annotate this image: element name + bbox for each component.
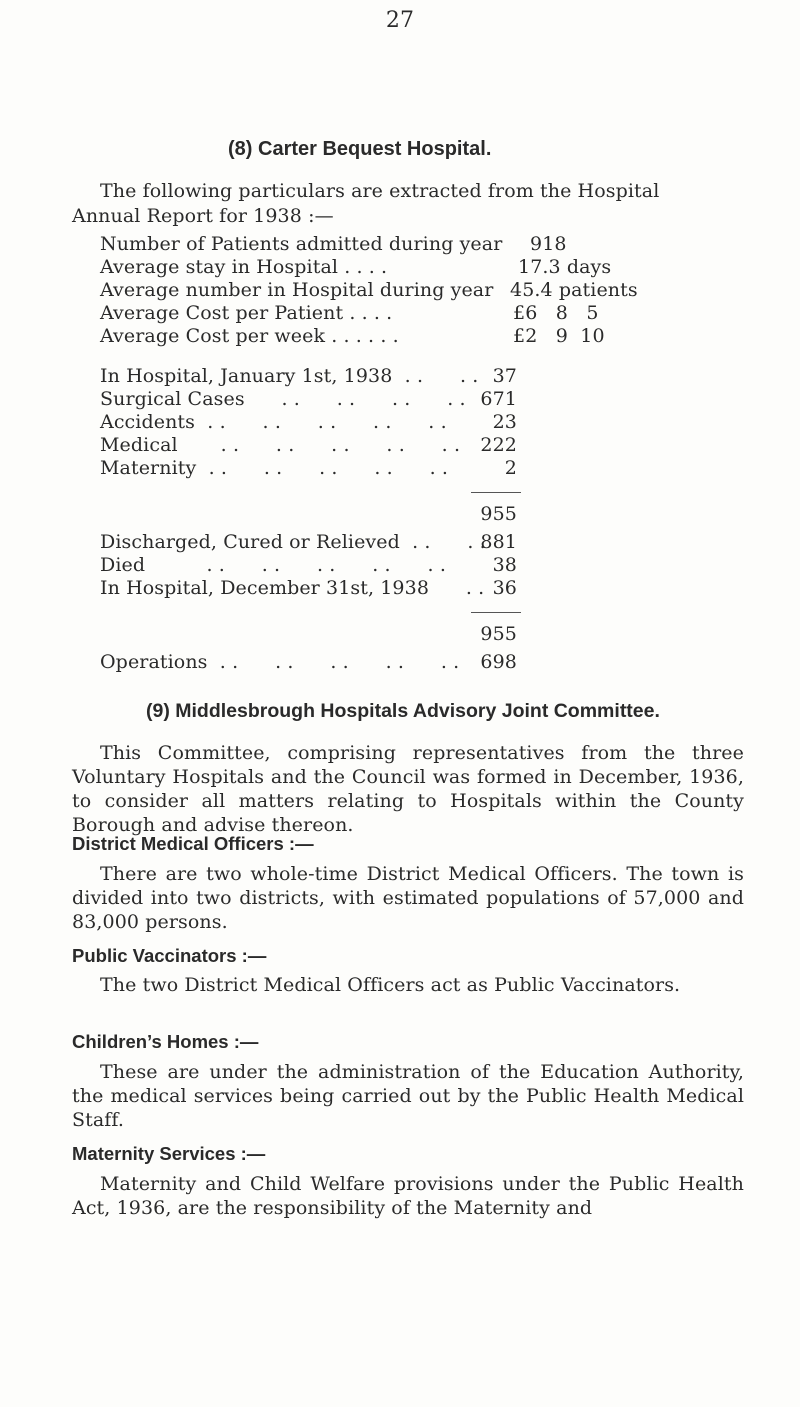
discharge-label: Died . . . . . . . . . . [100, 554, 446, 576]
intro-line-1: The following particulars are extracted from the Hospital [100, 180, 660, 202]
admission-label: In Hospital, January 1st, 1938 . . . . [100, 365, 479, 387]
admission-row [100, 456, 740, 480]
discharge-row [100, 576, 740, 600]
admission-row [100, 433, 740, 457]
admissions-total-row [100, 502, 740, 526]
public-vaccinators-heading: Public Vaccinators :— [72, 945, 267, 966]
stat-label: Average number in Hospital during year [100, 279, 494, 301]
stat-value: 45.4 patients [510, 279, 638, 301]
page-number: 27 [385, 8, 415, 33]
district-medical-officers-paragraph: There are two whole-time District Medical Officers. The town is divided into two districts, with estimated populations of 57,000 and 83,000 persons. [72, 863, 744, 933]
admission-label: Maternity . . . . . . . . . . [100, 457, 449, 479]
stat-row [100, 324, 740, 348]
stat-row [100, 278, 740, 302]
admission-value: 2 [504, 457, 517, 479]
operations-row [100, 650, 740, 674]
intro-line-2: Annual Report for 1938 :— [72, 205, 334, 227]
discharge-value: 881 [480, 531, 517, 553]
operations-label: Operations . . . . . . . . . . [100, 651, 460, 673]
stat-label: Average Cost per week . . . . . . [100, 325, 399, 347]
admission-row [100, 364, 740, 388]
section-9-heading: (9) Middlesbrough Hospitals Advisory Joint Committee. [146, 700, 660, 722]
total-rule [471, 492, 521, 493]
stat-value: £2 9 10 [513, 325, 605, 347]
stat-row [100, 255, 740, 279]
district-medical-officers-heading: District Medical Officers :— [72, 833, 314, 854]
stat-label: Number of Patients admitted during year [100, 233, 503, 255]
discharge-row [100, 553, 740, 577]
admission-value: 23 [492, 411, 517, 433]
stat-value: 17.3 days [518, 256, 612, 278]
total-rule [471, 612, 521, 613]
section-9-paragraph: This Committee, comprising representatives from the three Voluntary Hospitals and the Council was formed in December, 1936, to consider all matters relating to Hospitals within the County Borough and advise thereon. [72, 742, 744, 836]
childrens-homes-paragraph: These are under the administration of the Education Authority, the medical services being carried out by the Public Health Medical Staff. [72, 1061, 744, 1131]
discharge-value: 38 [492, 554, 517, 576]
stat-row [100, 301, 740, 325]
admission-value: 222 [480, 434, 517, 456]
stat-value: £6 8 5 [513, 302, 599, 324]
admission-row [100, 410, 740, 434]
discharges-total-row [100, 622, 740, 646]
discharge-row [100, 530, 740, 554]
admission-value: 37 [492, 365, 517, 387]
admissions-total: 955 [480, 503, 517, 525]
public-vaccinators-paragraph: The two District Medical Officers act as Public Vaccinators. [100, 974, 681, 996]
discharge-label: Discharged, Cured or Relieved . . . . [100, 531, 486, 553]
stat-label: Average stay in Hospital . . . . [100, 256, 388, 278]
section-8-heading: (8) Carter Bequest Hospital. [228, 138, 492, 160]
admission-label: Accidents . . . . . . . . . . [100, 411, 447, 433]
childrens-homes-heading: Children’s Homes :— [72, 1031, 259, 1052]
maternity-services-heading: Maternity Services :— [72, 1143, 266, 1164]
discharge-label: In Hospital, December 31st, 1938 . . [100, 577, 485, 599]
maternity-services-paragraph: Maternity and Child Welfare provisions under the Public Health Act, 1936, are the responsibility of the Maternity and [72, 1173, 744, 1219]
stat-value: 918 [530, 233, 567, 255]
discharges-total: 955 [480, 623, 517, 645]
operations-value: 698 [480, 651, 517, 673]
admission-label: Medical . . . . . . . . . . [100, 434, 461, 456]
stat-row [100, 232, 740, 256]
admission-value: 671 [480, 388, 517, 410]
discharge-value: 36 [492, 577, 517, 599]
admission-label: Surgical Cases . . . . . . . . [100, 388, 466, 410]
stat-label: Average Cost per Patient . . . . [100, 302, 393, 324]
admission-row [100, 387, 740, 411]
